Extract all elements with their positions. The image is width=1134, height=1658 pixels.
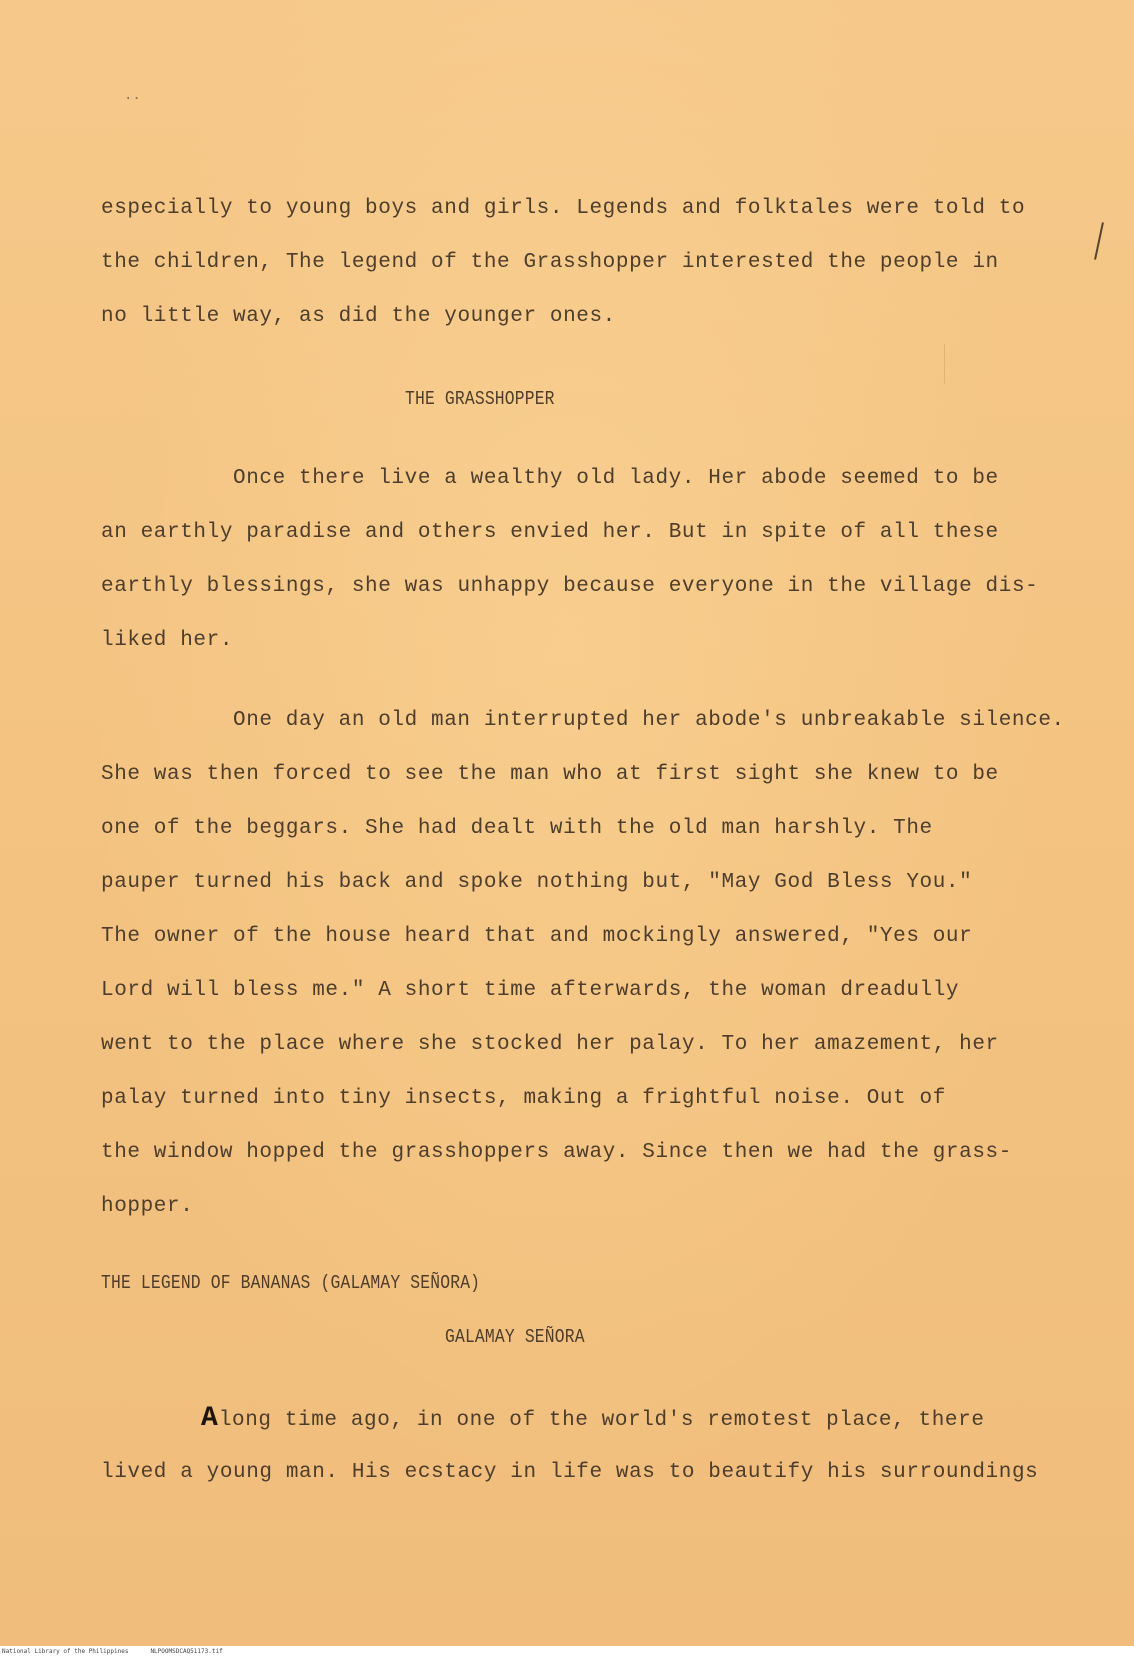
paragraph-4-line-2: lived a young man. His ecstacy in life was to beautify his surroundings bbox=[101, 1461, 1039, 1484]
paragraph-3-line-2: She was then forced to see the man who at first sight she knew to be bbox=[101, 763, 999, 786]
paragraph-3-line-5: The owner of the house heard that and mockingly answered, "Yes our bbox=[101, 925, 973, 948]
paragraph-3-line-6: Lord will bless me." A short time afterwards, the woman dreadully bbox=[101, 979, 960, 1002]
paragraph-3-line-1: One day an old man interrupted her abode's unbreakable silence. bbox=[233, 709, 1065, 732]
paragraph-3-line-3: one of the beggars. She had dealt with the old man harshly. The bbox=[101, 817, 933, 840]
section-title-grasshopper: THE GRASSHOPPER bbox=[405, 388, 555, 410]
paragraph-1-line-1: especially to young boys and girls. Legends and folktales were told to bbox=[101, 197, 1026, 220]
section-title-bananas: THE LEGEND OF BANANAS (GALAMAY SEÑORA) bbox=[101, 1272, 481, 1294]
paragraph-3-line-9: the window hopped the grasshoppers away. Since then we had the grass- bbox=[101, 1141, 1012, 1164]
footer-institution: National Library of the Philippines bbox=[2, 1648, 129, 1655]
scan-footer-bar bbox=[0, 1646, 1134, 1658]
margin-pen-stroke bbox=[1094, 222, 1104, 260]
paragraph-1-line-3: no little way, as did the younger ones. bbox=[101, 305, 616, 328]
paragraph-2-line-3: earthly blessings, she was unhappy because everyone in the village dis- bbox=[101, 575, 1039, 598]
paragraph-2-line-1: Once there live a wealthy old lady. Her abode seemed to be bbox=[233, 467, 999, 490]
footer-file-id: NLPOOMSDCAQ51173.tif bbox=[150, 1648, 223, 1655]
drop-cap-letter: A bbox=[201, 1403, 219, 1434]
paragraph-3-line-8: palay turned into tiny insects, making a frightful noise. Out of bbox=[101, 1087, 946, 1110]
paragraph-4-line-1 bbox=[201, 1403, 985, 1434]
top-dots-mark: .. bbox=[124, 88, 141, 104]
bleed-through-mark bbox=[944, 344, 945, 384]
paragraph-3-line-10: hopper. bbox=[101, 1195, 194, 1218]
paragraph-1-line-2: the children, The legend of the Grasshopper interested the people in bbox=[101, 251, 999, 274]
paragraph-2-line-4: liked her. bbox=[101, 629, 234, 652]
paragraph-4-line-1-text: long time ago, in one of the world's remotest place, there bbox=[218, 1409, 985, 1432]
paragraph-3-line-7: went to the place where she stocked her palay. To her amazement, her bbox=[101, 1033, 999, 1056]
section-subtitle-galamay-senora: GALAMAY SEÑORA bbox=[445, 1326, 585, 1348]
paragraph-3-line-4: pauper turned his back and spoke nothing but, "May God Bless You." bbox=[101, 871, 973, 894]
paragraph-2-line-2: an earthly paradise and others envied her. But in spite of all these bbox=[101, 521, 999, 544]
